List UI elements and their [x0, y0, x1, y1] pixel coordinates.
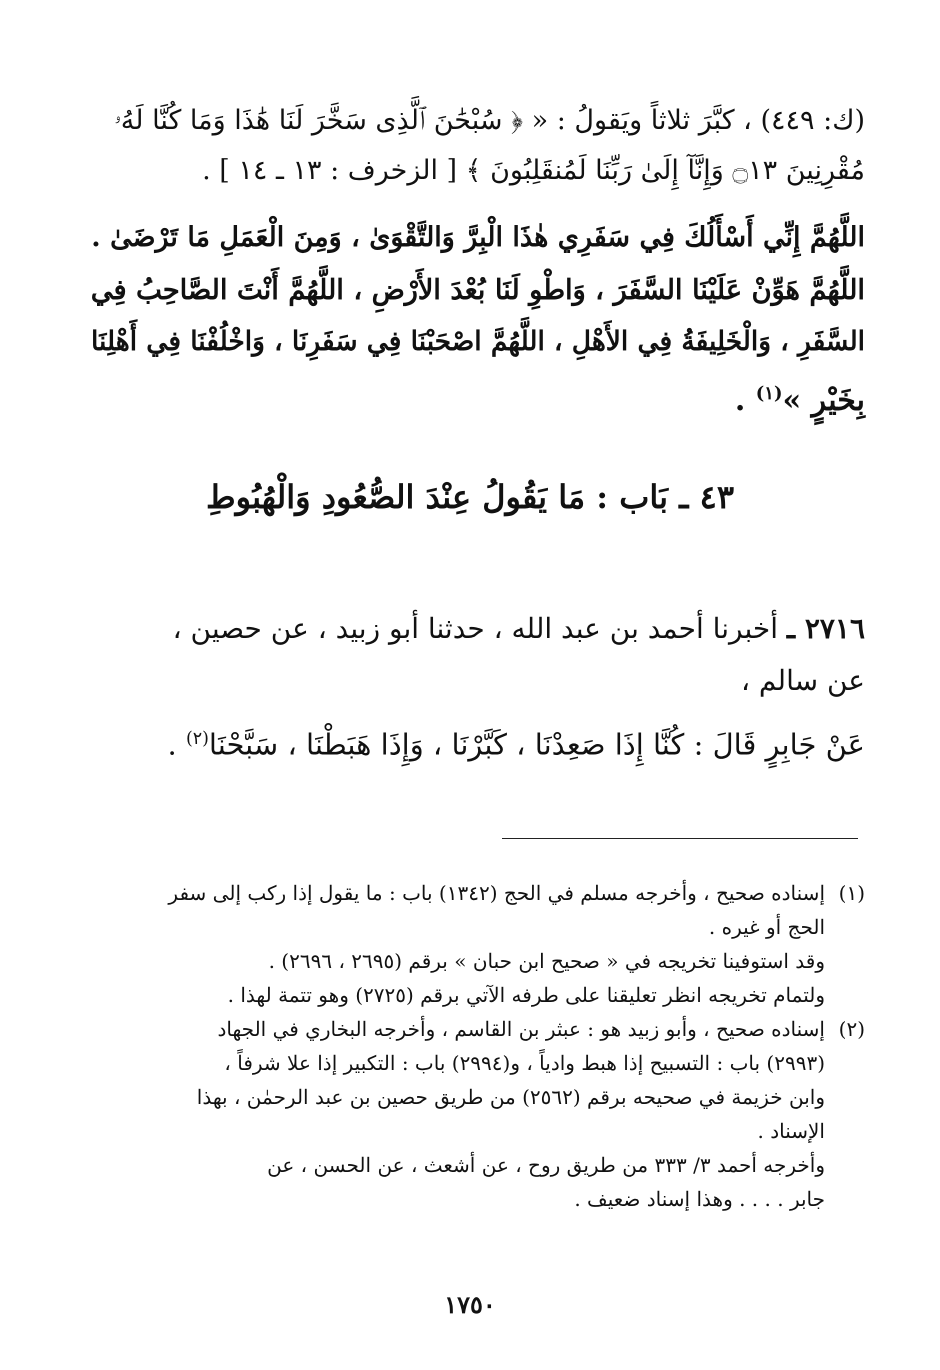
dua-end: .	[734, 383, 756, 418]
footnote-ref: (٢)	[185, 729, 209, 749]
footnote-line: إسناده صحيح ، وأخرجه مسلم في الحج (١٣٤٢) باب : ما يقول إذا ركب إلى سفر	[168, 881, 825, 905]
footnote-body	[80, 876, 825, 1012]
hadith-isnad	[75, 603, 865, 707]
footnote-line: وقد استوفينا تخريجه في « صحيح ابن حبان » برقم (٢٦٩٥ ، ٢٦٩٦) .	[268, 949, 825, 973]
dua-line: اللَّهُمَّ إِنِّي أَسْأَلُكَ فِي سَفَرِي هٰذَا الْبِرَّ وَالتَّقْوَىٰ ، وَمِنَ الْعَمَلِ مَا تَرْضَىٰ .	[91, 222, 865, 253]
footnote-line: وأخرجه أحمد ٣/ ٣٣٣ من طريق روح ، عن أشعث ، عن الحسن ، عن	[267, 1153, 825, 1177]
isnad-line	[75, 603, 865, 655]
footnote-line: جابر . . . . وهذا إسناد ضعيف .	[574, 1187, 825, 1211]
hadith-number: ٢٧١٦ ـ	[786, 612, 865, 645]
footnote-line: وابن خزيمة في صحيحه برقم (٢٥٦٢) من طريق حصين بن عبد الرحمٰن ، بهذا	[196, 1085, 825, 1109]
footnote-2	[80, 1012, 865, 1216]
footnote-number: (٢)	[838, 1017, 865, 1041]
footnote-divider	[502, 838, 858, 839]
chapter-heading: ٤٣ ـ بَاب : مَا يَقُولُ عِنْدَ الصُّعُودِ وَالْهُبُوطِ	[205, 478, 734, 516]
quran-line: مُقْرِنِينَ ۝١٣ وَإِنَّآ إِلَىٰ رَبِّنَا لَمُنقَلِبُونَ ﴾ [ الزخرف : ١٣ ـ ١٤ ] .	[202, 155, 865, 186]
footnote-ref: (١)	[755, 383, 783, 404]
travel-supplication	[75, 212, 865, 427]
footnote-1	[80, 876, 865, 1012]
matn-end: .	[167, 727, 186, 762]
matn-text: عَنْ جَابِرٍ قَالَ : كُنَّا إِذَا صَعِدْنَا ، كَبَّرْنَا ، وَإِذَا هَبَطْنَا ، سَبَّحْنَا	[208, 727, 865, 762]
dua-text: بِخَيْرٍ »	[782, 383, 865, 418]
hadith-text	[75, 716, 865, 768]
quran-verse-block	[75, 96, 865, 196]
isnad-line: عن سالم ،	[740, 664, 865, 697]
footnote-line: إسناده صحيح ، وأبو زبيد هو : عبثر بن القاسم ، وأخرجه البخاري في الجهاد	[217, 1017, 825, 1041]
footnotes	[80, 876, 865, 1216]
dua-line: اللَّهُمَّ هَوِّنْ عَلَيْنَا السَّفَرَ ، وَاطْوِ لَنَا بُعْدَ الأَرْضِ ، اللَّهُمَّ أَنْتَ الصَّاحِبُ فِي	[90, 274, 865, 306]
dua-line: السَّفَرِ ، وَالْخَلِيفَةُ فِي الأَهْلِ ، اللَّهُمَّ اصْحَبْنَا فِي سَفَرِنَا ، وَاخْلُفْنَا فِي أَهْلِنَا	[90, 326, 865, 357]
isnad-text: أخبرنا أحمد بن عبد الله ، حدثنا أبو زبيد ، عن حصين ،	[172, 612, 787, 645]
footnote-line: (٢٩٩٣) باب : التسبيح إذا هبط وادياً ، و(٢٩٩٤) باب : التكبير إذا علا شرفاً ،	[224, 1051, 825, 1075]
footnote-body	[80, 1012, 825, 1216]
footnote-line: الحج أو غيره .	[708, 915, 825, 939]
page-number: ١٧٥٠	[444, 1290, 496, 1319]
quran-line: (ك: ٤٤٩) ، كبَّرَ ثلاثاً ويَقولُ : « ﴿ سُبْحَٰنَ ٱلَّذِى سَخَّرَ لَنَا هَٰذَا وَمَا كُنَّا لَهُۥ	[114, 105, 865, 136]
matn-line	[75, 716, 865, 768]
footnote-line: الإسناد .	[757, 1119, 825, 1143]
dua-line	[75, 368, 865, 427]
footnote-number: (١)	[838, 881, 865, 905]
footnote-line: ولتمام تخريجه انظر تعليقنا على طرفه الآتي برقم (٢٧٢٥) وهو تتمة لهذا .	[227, 983, 825, 1007]
